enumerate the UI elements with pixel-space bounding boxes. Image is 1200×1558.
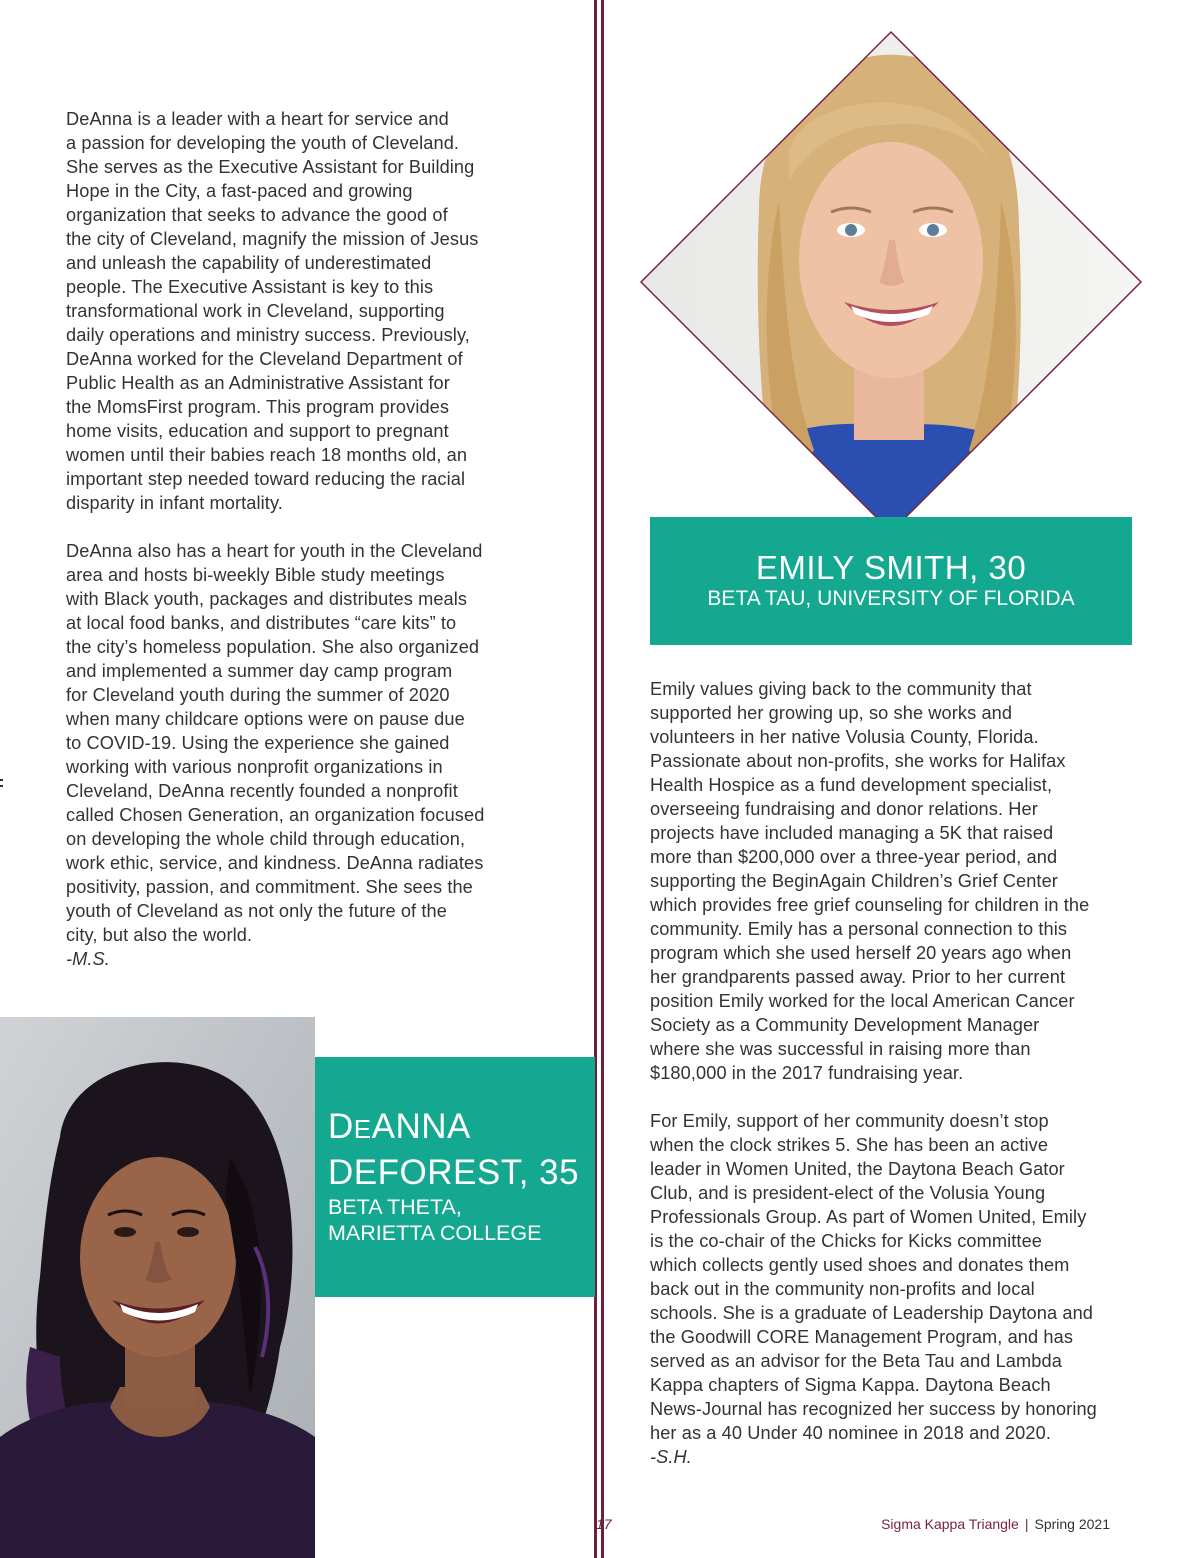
center-rule-left bbox=[594, 0, 597, 1558]
deanna-name-line-2: DEFOREST, 35 bbox=[328, 1153, 580, 1192]
page-number: 17 bbox=[596, 1516, 612, 1532]
footer-separator: | bbox=[1024, 1516, 1029, 1532]
footer-magazine-title: Sigma Kappa Triangle bbox=[881, 1516, 1019, 1532]
deanna-name-rest: ANNA bbox=[371, 1107, 471, 1146]
deanna-chapter-line-1: BETA THETA, bbox=[328, 1195, 462, 1219]
deanna-chapter bbox=[328, 1194, 595, 1246]
deanna-bio bbox=[66, 107, 536, 995]
emily-photo bbox=[639, 30, 1143, 534]
emily-bio-paragraph-1: Emily values giving back to the community that supported her growing up, so she works and volunteers in her native Volusia County, Florida. Passionate about non-profits, she works for Halifax Health Hospice as a fund development specialist, overseeing fundraising and donor relations. Her projects have included managing a 5K that raised more than $200,000 over a three-year period, and supporting the BeginAgain Children’s Grief Center which provides free grief counseling for children in the community. Emily has a personal connection to this program which she used herself 20 years ago when her grandparents passed away. Prior to her current position Emily worked for the local American Cancer Society as a Community Development Manager where she was successful in raising more than $180,000 in the 2017 fundraising year. bbox=[650, 679, 1090, 1083]
deanna-bio-paragraph-1: DeAnna is a leader with a heart for service and a passion for developing the youth of Cleveland. She serves as the Executive Assistant for Building Hope in the City, a fast-paced and growing organization that seeks to advance the good of the city of Cleveland, magnify the mission of Jesus and unleash the capability of underestimated people. The Executive Assistant is key to this transformational work in Cleveland, supporting daily operations and ministry success. Previously, DeAnna worked for the Cleveland Department of Public Health as an Administrative Assistant for the MomsFirst program. This program provides home visits, education and support to pregnant women until their babies reach 18 months old, an important step needed toward reducing the racial disparity in infant mortality. bbox=[66, 109, 479, 513]
deanna-name bbox=[328, 1105, 595, 1194]
deanna-name-initial: D bbox=[328, 1107, 354, 1146]
deanna-bio-signature: -M.S. bbox=[66, 949, 110, 969]
footer bbox=[881, 1516, 1110, 1532]
deanna-bio-paragraph-2: DeAnna also has a heart for youth in the Cleveland area and hosts bi-weekly Bible study meetings with Black youth, packages and distributes meals at local food banks, and distributes “care kits” to the city’s homeless population. She also organized and implemented a summer day camp program for Cleveland youth during the summer of 2020 when many childcare options were on pause due to COVID-19. Using the experience she gained working with various nonprofit organizations in Cleveland, DeAnna recently founded a nonprofit called Chosen Generation, an organization focused on developing the whole child through education, work ethic, service, and kindness. DeAnna radiates positivity, passion, and commitment. She sees the youth of Cleveland as not only the future of the city, but also the world. bbox=[66, 541, 485, 945]
deanna-chapter-line-2: MARIETTA COLLEGE bbox=[328, 1221, 542, 1245]
emily-bio-signature: -S.H. bbox=[650, 1447, 692, 1467]
emily-bio-paragraph-2: For Emily, support of her community doesn’t stop when the clock strikes 5. She has been an active leader in Women United, the Daytona Beach Gator Club, and is president-elect of the Volusia Young Professionals Group. As part of Women United, Emily is the co-chair of the Chicks for Kicks committee which collects gently used shoes and donates them back out in the community non-profits and local schools. She is a graduate of Leadership Daytona and the Goodwill CORE Management Program, and has served as an advisor for the Beta Tau and Lambda Kappa chapters of Sigma Kappa. Daytona Beach News-Journal has recognized her success by honoring her as a 40 Under 40 nominee in 2018 and 2020. bbox=[650, 1111, 1097, 1443]
deanna-name-banner bbox=[315, 1057, 595, 1297]
emily-chapter: BETA TAU, UNIVERSITY OF FLORIDA bbox=[707, 587, 1075, 610]
emily-name: EMILY SMITH, 30 bbox=[755, 549, 1027, 586]
deanna-photo bbox=[0, 1017, 315, 1558]
emily-name-banner bbox=[650, 517, 1132, 645]
edge-mark bbox=[0, 779, 3, 793]
footer-issue: Spring 2021 bbox=[1034, 1516, 1110, 1532]
deanna-name-small-cap: E bbox=[353, 1114, 372, 1144]
emily-bio bbox=[650, 677, 1150, 1493]
center-rule-right bbox=[601, 0, 604, 1558]
